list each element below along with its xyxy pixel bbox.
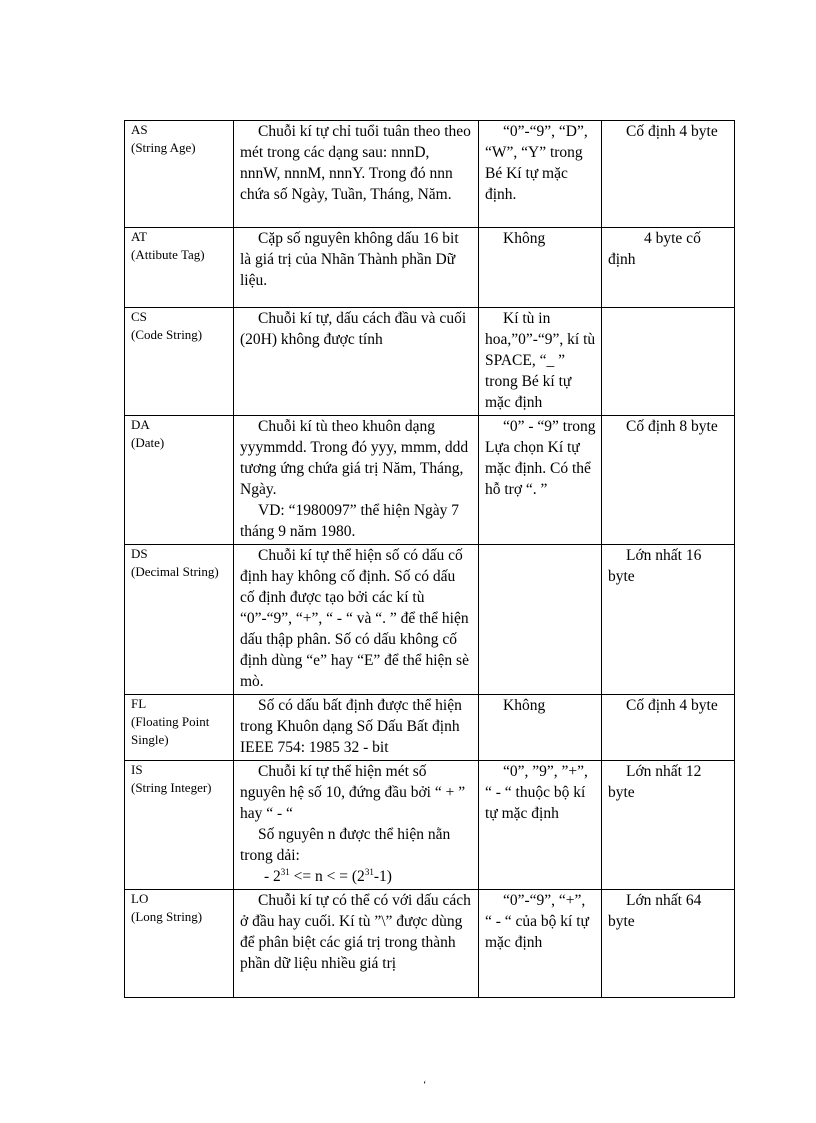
length-cell <box>602 890 735 998</box>
chars-cell <box>479 308 602 416</box>
vr-code: LO <box>131 891 149 906</box>
range-exponent: 31 <box>280 866 290 877</box>
chars-cell <box>479 121 602 228</box>
vr-name: (String Age) <box>131 140 196 155</box>
length-cell <box>602 228 735 308</box>
table-row <box>125 416 735 545</box>
description-text: Chuỗi kí tự thể hiện số có dấu cố định hay không cố định. Số có dấu cố định được tạo bởi các kí tù “0”-“9”, “+”, “ - “ và “. ” để thể hiện dấu thập phân. Số có dấu không cố định dùng “e” hay “E” để thể hiện sè mò. <box>240 547 469 690</box>
description-cell <box>234 308 479 416</box>
range-suffix: -1) <box>373 868 392 885</box>
vr-name: (Attibute Tag) <box>131 247 205 262</box>
chars-text: “0” - “9” trong Lựa chọn Kí tự mặc định. Có thể hỗ trợ “. ” <box>485 418 596 498</box>
range-exponent: 31 <box>364 866 374 877</box>
code-cell <box>125 228 234 308</box>
table-row <box>125 308 735 416</box>
length-text: Cố định 4 byte <box>626 697 718 714</box>
length-cell <box>602 761 735 890</box>
chars-cell <box>479 416 602 545</box>
vr-name: (Decimal String) <box>131 564 219 579</box>
chars-text: Không <box>503 697 546 714</box>
description-text: Chuỗi kí tự thể hiện mét số nguyên hệ số 10, đứng đầu bởi “ + ” hay “ - “ <box>240 763 466 822</box>
vr-name: (Code String) <box>131 327 203 342</box>
description-cell <box>234 545 479 695</box>
description-text: Cặp số nguyên không dấu 16 bit là giá trị của Nhãn Thành phần Dữ liệu. <box>240 230 459 289</box>
chars-text: “0”-“9”, “+”, “ - “ của bộ kí tự mặc định <box>485 892 589 951</box>
description-text: Chuỗi kí tự có thể có với dấu cách ở đầu hay cuối. Kí tù ”\” được dùng để phân biệt các giá trị trong thành phần dữ liệu nhiều giá trị <box>240 892 471 972</box>
chars-cell <box>479 890 602 998</box>
length-text: Lớn nhất 12 byte <box>608 763 702 801</box>
length-text: Cố định 4 byte <box>626 123 718 140</box>
description-range-label: Số nguyên n được thể hiện nằn trong dải: <box>240 826 451 864</box>
table-row <box>125 695 735 761</box>
vr-code: DA <box>131 417 150 432</box>
description-text: Chuỗi kí tự chỉ tuổi tuân theo theo mét trong các dạng sau: nnnD, nnnW, nnnM, nnnY. Trong đó nnn chứa số Ngày, Tuần, Tháng, Năm. <box>240 123 471 203</box>
table-row <box>125 121 735 228</box>
vr-table <box>124 120 735 998</box>
vr-name: (Date) <box>131 435 165 450</box>
chars-cell <box>479 695 602 761</box>
vr-code: AS <box>131 122 148 137</box>
code-cell <box>125 890 234 998</box>
chars-text: Kí tù in hoa,”0”-“9”, kí tù SPACE, “_ ” trong Bé kí tự mặc định <box>485 310 596 411</box>
description-cell <box>234 890 479 998</box>
vr-code: FL <box>131 696 147 711</box>
integer-range <box>240 866 473 887</box>
description-text: Số có dấu bất định được thể hiện trong Khuôn dạng Số Dấu Bất định IEEE 754: 1985 32 - bit <box>240 697 462 756</box>
length-cell <box>602 695 735 761</box>
length-text: 4 byte cố định <box>608 230 701 268</box>
chars-text: Không <box>503 230 546 247</box>
table-row <box>125 228 735 308</box>
chars-cell <box>479 228 602 308</box>
description-cell <box>234 416 479 545</box>
vr-code: IS <box>131 762 143 777</box>
description-cell <box>234 121 479 228</box>
vr-name: (Floating Point Single) <box>131 714 210 747</box>
length-text: Lớn nhất 16 byte <box>608 547 702 585</box>
chars-cell <box>479 761 602 890</box>
chars-cell <box>479 545 602 695</box>
code-cell <box>125 695 234 761</box>
length-cell <box>602 121 735 228</box>
description-text: Chuỗi kí tự, dấu cách đầu và cuối (20H) không được tính <box>240 310 467 348</box>
code-cell <box>125 545 234 695</box>
description-text: Chuỗi kí tù theo khuôn dạng yyymmdd. Trong đó yyy, mmm, ddd tương ứng chứa giá trị Năm, Tháng, Ngày. <box>240 418 469 498</box>
vr-name: (Long String) <box>131 909 203 924</box>
table-row <box>125 761 735 890</box>
table-row <box>125 890 735 998</box>
description-cell <box>234 761 479 890</box>
code-cell <box>125 121 234 228</box>
chars-text: “0”, ”9”, ”+”, “ - “ thuộc bộ kí tự mặc định <box>485 763 588 822</box>
vr-code: AT <box>131 229 147 244</box>
length-cell <box>602 308 735 416</box>
length-cell <box>602 416 735 545</box>
length-text: Lớn nhất 64 byte <box>608 892 702 930</box>
table-row <box>125 545 735 695</box>
code-cell <box>125 308 234 416</box>
description-cell <box>234 695 479 761</box>
code-cell <box>125 416 234 545</box>
chars-text: “0”-“9”, “D”, “W”, “Y” trong Bé Kí tự mặc định. <box>485 123 588 203</box>
vr-name: (String Integer) <box>131 780 212 795</box>
vr-code: CS <box>131 309 147 324</box>
code-cell <box>125 761 234 890</box>
length-cell <box>602 545 735 695</box>
vr-code: DS <box>131 546 148 561</box>
description-example: VD: “1980097” thể hiện Ngày 7 tháng 9 năm 1980. <box>240 502 460 540</box>
length-text: Cố định 8 byte <box>626 418 718 435</box>
description-cell <box>234 228 479 308</box>
range-middle: <= n < = (2 <box>289 868 365 885</box>
page-footer-mark: ‘ <box>423 1080 427 1091</box>
range-prefix: - 2 <box>264 868 281 885</box>
